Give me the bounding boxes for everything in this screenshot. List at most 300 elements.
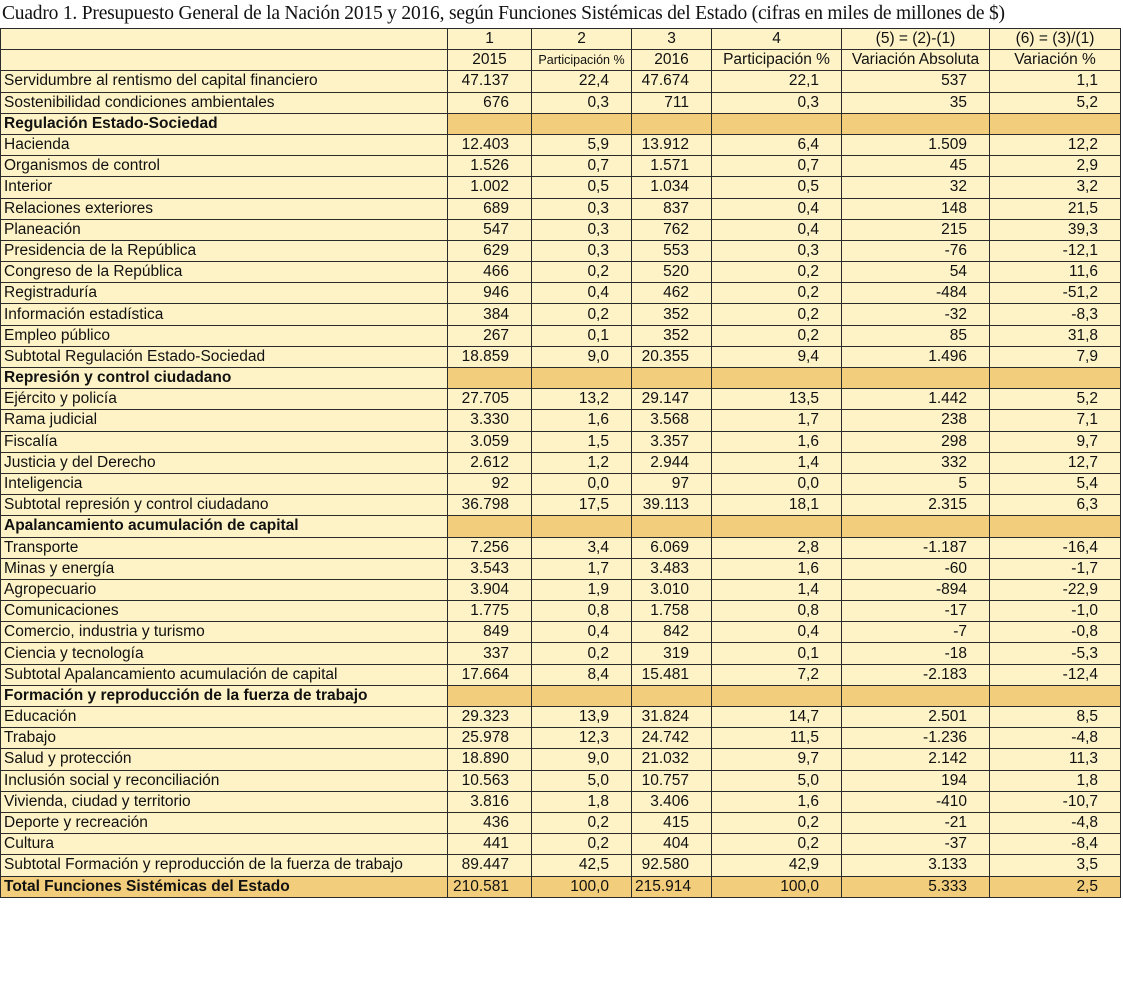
cell-label: Fiscalía — [1, 431, 448, 452]
cell-percent-change: -1,0 — [990, 601, 1121, 622]
cell-label: Minas y energía — [1, 558, 448, 579]
section-filler-cell — [448, 113, 532, 134]
cell-share-2016: 1,6 — [712, 431, 842, 452]
cell-share-2016: 0,0 — [712, 473, 842, 494]
cell-value-2015: 547 — [448, 219, 532, 240]
cell-value-2016: 24.742 — [632, 728, 712, 749]
cell-percent-change: 9,7 — [990, 431, 1121, 452]
cell-absolute-change: -894 — [842, 579, 990, 600]
cell-value-2015: 337 — [448, 643, 532, 664]
cell-label: Subtotal Regulación Estado-Sociedad — [1, 346, 448, 367]
section-title: Represión y control ciudadano — [1, 368, 448, 389]
cell-share-2015: 12,3 — [532, 728, 632, 749]
cell-value-2015: 18.890 — [448, 749, 532, 770]
cell-share-2016: 18,1 — [712, 495, 842, 516]
cell-share-2016: 11,5 — [712, 728, 842, 749]
section-filler-cell — [990, 113, 1121, 134]
section-filler-cell — [842, 685, 990, 706]
cell-percent-change: -8,3 — [990, 304, 1121, 325]
cell-percent-change: 5,2 — [990, 389, 1121, 410]
cell-value-2015: 18.859 — [448, 346, 532, 367]
cell-value-2015: 384 — [448, 304, 532, 325]
table-row — [1, 558, 1121, 579]
cell-percent-change: 6,3 — [990, 495, 1121, 516]
section-row — [1, 685, 1121, 706]
cell-absolute-change: 215 — [842, 219, 990, 240]
cell-share-2016: 0,2 — [712, 325, 842, 346]
cell-value-2016: 97 — [632, 473, 712, 494]
header-cell-share-2015: Participación % — [532, 50, 632, 71]
cell-percent-change: 5,4 — [990, 473, 1121, 494]
cell-label: Ciencia y tecnología — [1, 643, 448, 664]
cell-share-2015: 1,7 — [532, 558, 632, 579]
cell-value-2015: 946 — [448, 283, 532, 304]
section-filler-cell — [842, 516, 990, 537]
cell-value-2016: 3.568 — [632, 410, 712, 431]
table-caption: Cuadro 1. Presupuesto General de la Nación 2015 y 2016, según Funciones Sistémicas del Estado (cifras en miles de millones de $) — [2, 3, 1005, 24]
cell-share-2015: 42,5 — [532, 855, 632, 876]
section-title: Regulación Estado-Sociedad — [1, 113, 448, 134]
cell-value-2016: 352 — [632, 304, 712, 325]
cell-share-2015: 0,4 — [532, 622, 632, 643]
cell-value-2015: 2.612 — [448, 452, 532, 473]
cell-share-2015: 0,8 — [532, 601, 632, 622]
cell-value-2016: 762 — [632, 219, 712, 240]
cell-share-2016: 0,4 — [712, 198, 842, 219]
cell-share-2015: 1,6 — [532, 410, 632, 431]
cell-label: Deporte y recreación — [1, 812, 448, 833]
cell-share-2016: 0,3 — [712, 240, 842, 261]
cell-absolute-change: 2.142 — [842, 749, 990, 770]
cell-value-2015: 629 — [448, 240, 532, 261]
cell-value-2015: 676 — [448, 92, 532, 113]
header-cell-value-2016: 2016 — [632, 50, 712, 71]
cell-percent-change: -12,1 — [990, 240, 1121, 261]
cell-share-2016: 0,2 — [712, 283, 842, 304]
cell-share-2015: 0,3 — [532, 198, 632, 219]
header-cell-label — [1, 50, 448, 71]
cell-absolute-change: -484 — [842, 283, 990, 304]
cell-value-2016: 1.034 — [632, 177, 712, 198]
header-cell-absolute-change: (5) = (2)-(1) — [842, 29, 990, 50]
cell-share-2016: 0,2 — [712, 812, 842, 833]
cell-value-2015: 10.563 — [448, 770, 532, 791]
cell-percent-change: -1,7 — [990, 558, 1121, 579]
cell-value-2016: 462 — [632, 283, 712, 304]
cell-value-2015: 29.323 — [448, 707, 532, 728]
cell-share-2015: 9,0 — [532, 346, 632, 367]
cell-percent-change: 5,2 — [990, 92, 1121, 113]
cell-absolute-change: -1.236 — [842, 728, 990, 749]
cell-value-2016: 415 — [632, 812, 712, 833]
table-row — [1, 622, 1121, 643]
cell-value-2015: 3.816 — [448, 791, 532, 812]
cell-absolute-change: -32 — [842, 304, 990, 325]
table-row — [1, 643, 1121, 664]
section-filler-cell — [448, 516, 532, 537]
cell-value-2015: 210.581 — [448, 876, 532, 897]
cell-absolute-change: 45 — [842, 156, 990, 177]
cell-label: Relaciones exteriores — [1, 198, 448, 219]
cell-value-2015: 47.137 — [448, 71, 532, 92]
cell-value-2016: 711 — [632, 92, 712, 113]
cell-value-2015: 689 — [448, 198, 532, 219]
cell-value-2016: 404 — [632, 834, 712, 855]
cell-share-2016: 1,7 — [712, 410, 842, 431]
section-filler-cell — [990, 368, 1121, 389]
header-row2 — [1, 50, 1121, 71]
table-row — [1, 156, 1121, 177]
cell-percent-change: 2,9 — [990, 156, 1121, 177]
cell-percent-change: 1,1 — [990, 71, 1121, 92]
cell-absolute-change: 1.509 — [842, 134, 990, 155]
cell-absolute-change: 5.333 — [842, 876, 990, 897]
header-cell-percent-change: Variación % — [990, 50, 1121, 71]
cell-label: Inteligencia — [1, 473, 448, 494]
cell-share-2015: 9,0 — [532, 749, 632, 770]
table-row — [1, 325, 1121, 346]
cell-share-2016: 13,5 — [712, 389, 842, 410]
cell-percent-change: -22,9 — [990, 579, 1121, 600]
cell-label: Registraduría — [1, 283, 448, 304]
table-row — [1, 389, 1121, 410]
cell-label: Hacienda — [1, 134, 448, 155]
cell-value-2016: 3.010 — [632, 579, 712, 600]
cell-share-2016: 9,7 — [712, 749, 842, 770]
cell-label: Subtotal Formación y reproducción de la fuerza de trabajo — [1, 855, 448, 876]
cell-value-2015: 89.447 — [448, 855, 532, 876]
cell-label: Trabajo — [1, 728, 448, 749]
cell-value-2016: 3.483 — [632, 558, 712, 579]
cell-share-2015: 1,5 — [532, 431, 632, 452]
cell-percent-change: -8,4 — [990, 834, 1121, 855]
cell-percent-change: 12,7 — [990, 452, 1121, 473]
budget-table — [0, 28, 1121, 898]
table-row — [1, 812, 1121, 833]
cell-share-2015: 0,2 — [532, 812, 632, 833]
cell-label: Congreso de la República — [1, 262, 448, 283]
section-filler-cell — [532, 113, 632, 134]
cell-share-2016: 22,1 — [712, 71, 842, 92]
cell-percent-change: 11,6 — [990, 262, 1121, 283]
cell-share-2016: 0,2 — [712, 262, 842, 283]
cell-share-2015: 0,7 — [532, 156, 632, 177]
section-filler-cell — [532, 368, 632, 389]
cell-value-2015: 17.664 — [448, 664, 532, 685]
cell-label: Agropecuario — [1, 579, 448, 600]
cell-share-2016: 9,4 — [712, 346, 842, 367]
section-title: Apalancamiento acumulación de capital — [1, 516, 448, 537]
cell-value-2016: 3.406 — [632, 791, 712, 812]
cell-value-2015: 36.798 — [448, 495, 532, 516]
cell-value-2015: 436 — [448, 812, 532, 833]
table-row — [1, 707, 1121, 728]
cell-label: Subtotal represión y control ciudadano — [1, 495, 448, 516]
table-row — [1, 431, 1121, 452]
cell-share-2015: 13,9 — [532, 707, 632, 728]
cell-value-2016: 215.914 — [632, 876, 712, 897]
cell-percent-change: 31,8 — [990, 325, 1121, 346]
cell-share-2015: 1,2 — [532, 452, 632, 473]
section-row — [1, 368, 1121, 389]
cell-percent-change: -0,8 — [990, 622, 1121, 643]
cell-share-2016: 0,4 — [712, 219, 842, 240]
cell-share-2015: 0,2 — [532, 304, 632, 325]
cell-value-2016: 29.147 — [632, 389, 712, 410]
cell-value-2015: 3.904 — [448, 579, 532, 600]
cell-value-2016: 39.113 — [632, 495, 712, 516]
cell-label: Justicia y del Derecho — [1, 452, 448, 473]
cell-absolute-change: -60 — [842, 558, 990, 579]
cell-share-2016: 1,4 — [712, 579, 842, 600]
section-title: Formación y reproducción de la fuerza de trabajo — [1, 685, 448, 706]
cell-value-2016: 1.571 — [632, 156, 712, 177]
table-row — [1, 664, 1121, 685]
cell-absolute-change: 1.442 — [842, 389, 990, 410]
table-row — [1, 770, 1121, 791]
cell-percent-change: -5,3 — [990, 643, 1121, 664]
cell-absolute-change: 238 — [842, 410, 990, 431]
cell-value-2016: 1.758 — [632, 601, 712, 622]
header-cell-value-2015: 2015 — [448, 50, 532, 71]
cell-value-2015: 3.330 — [448, 410, 532, 431]
section-filler-cell — [712, 368, 842, 389]
cell-absolute-change: 148 — [842, 198, 990, 219]
cell-label: Planeación — [1, 219, 448, 240]
section-row — [1, 113, 1121, 134]
cell-share-2015: 0,4 — [532, 283, 632, 304]
cell-absolute-change: -21 — [842, 812, 990, 833]
table-row — [1, 92, 1121, 113]
cell-absolute-change: -2.183 — [842, 664, 990, 685]
cell-share-2015: 5,0 — [532, 770, 632, 791]
table-row — [1, 346, 1121, 367]
table-row — [1, 262, 1121, 283]
cell-share-2016: 5,0 — [712, 770, 842, 791]
cell-label: Presidencia de la República — [1, 240, 448, 261]
cell-absolute-change: 332 — [842, 452, 990, 473]
cell-value-2016: 15.481 — [632, 664, 712, 685]
cell-absolute-change: -410 — [842, 791, 990, 812]
total-row — [1, 876, 1121, 897]
cell-share-2016: 0,7 — [712, 156, 842, 177]
cell-value-2016: 21.032 — [632, 749, 712, 770]
cell-share-2015: 100,0 — [532, 876, 632, 897]
header-cell-share-2015: 2 — [532, 29, 632, 50]
table-row — [1, 791, 1121, 812]
cell-value-2016: 47.674 — [632, 71, 712, 92]
cell-value-2016: 842 — [632, 622, 712, 643]
cell-value-2015: 25.978 — [448, 728, 532, 749]
section-filler-cell — [448, 685, 532, 706]
cell-label: Educación — [1, 707, 448, 728]
cell-share-2015: 0,2 — [532, 834, 632, 855]
cell-value-2016: 13.912 — [632, 134, 712, 155]
cell-share-2015: 1,8 — [532, 791, 632, 812]
cell-absolute-change: 1.496 — [842, 346, 990, 367]
cell-absolute-change: -17 — [842, 601, 990, 622]
cell-percent-change: 21,5 — [990, 198, 1121, 219]
cell-absolute-change: 54 — [842, 262, 990, 283]
cell-share-2015: 0,0 — [532, 473, 632, 494]
cell-value-2016: 92.580 — [632, 855, 712, 876]
cell-share-2015: 0,3 — [532, 92, 632, 113]
cell-label: Salud y protección — [1, 749, 448, 770]
cell-absolute-change: -7 — [842, 622, 990, 643]
cell-value-2015: 7.256 — [448, 537, 532, 558]
cell-percent-change: -10,7 — [990, 791, 1121, 812]
header-cell-value-2015: 1 — [448, 29, 532, 50]
table-row — [1, 473, 1121, 494]
cell-share-2016: 0,2 — [712, 834, 842, 855]
table-row — [1, 834, 1121, 855]
cell-absolute-change: -76 — [842, 240, 990, 261]
table-row — [1, 71, 1121, 92]
section-filler-cell — [632, 368, 712, 389]
cell-absolute-change: 85 — [842, 325, 990, 346]
cell-share-2016: 0,4 — [712, 622, 842, 643]
cell-label: Información estadística — [1, 304, 448, 325]
cell-value-2016: 553 — [632, 240, 712, 261]
cell-value-2016: 319 — [632, 643, 712, 664]
cell-value-2015: 849 — [448, 622, 532, 643]
table-row — [1, 749, 1121, 770]
cell-percent-change: -51,2 — [990, 283, 1121, 304]
table-row — [1, 537, 1121, 558]
cell-label: Total Funciones Sistémicas del Estado — [1, 876, 448, 897]
table-row — [1, 177, 1121, 198]
section-filler-cell — [842, 368, 990, 389]
cell-share-2016: 2,8 — [712, 537, 842, 558]
section-filler-cell — [632, 685, 712, 706]
cell-value-2015: 12.403 — [448, 134, 532, 155]
header-row1 — [1, 29, 1121, 50]
cell-share-2016: 1,6 — [712, 791, 842, 812]
cell-percent-change: 8,5 — [990, 707, 1121, 728]
cell-absolute-change: -18 — [842, 643, 990, 664]
cell-share-2016: 6,4 — [712, 134, 842, 155]
cell-value-2015: 441 — [448, 834, 532, 855]
table-row — [1, 728, 1121, 749]
cell-share-2015: 3,4 — [532, 537, 632, 558]
cell-percent-change: 11,3 — [990, 749, 1121, 770]
cell-percent-change: 39,3 — [990, 219, 1121, 240]
cell-share-2015: 22,4 — [532, 71, 632, 92]
section-filler-cell — [712, 685, 842, 706]
section-filler-cell — [842, 113, 990, 134]
cell-percent-change: -4,8 — [990, 812, 1121, 833]
cell-label: Comercio, industria y turismo — [1, 622, 448, 643]
cell-absolute-change: 2.315 — [842, 495, 990, 516]
cell-percent-change: -4,8 — [990, 728, 1121, 749]
table-row — [1, 283, 1121, 304]
cell-value-2016: 2.944 — [632, 452, 712, 473]
cell-absolute-change: 3.133 — [842, 855, 990, 876]
section-filler-cell — [632, 113, 712, 134]
cell-label: Sostenibilidad condiciones ambientales — [1, 92, 448, 113]
section-row — [1, 516, 1121, 537]
cell-absolute-change: -1.187 — [842, 537, 990, 558]
cell-absolute-change: 194 — [842, 770, 990, 791]
cell-value-2016: 20.355 — [632, 346, 712, 367]
cell-value-2016: 352 — [632, 325, 712, 346]
table-row — [1, 601, 1121, 622]
cell-label: Ejército y policía — [1, 389, 448, 410]
cell-label: Interior — [1, 177, 448, 198]
header-cell-absolute-change: Variación Absoluta — [842, 50, 990, 71]
cell-share-2016: 0,5 — [712, 177, 842, 198]
cell-value-2015: 3.543 — [448, 558, 532, 579]
cell-value-2015: 3.059 — [448, 431, 532, 452]
cell-share-2016: 1,6 — [712, 558, 842, 579]
cell-label: Cultura — [1, 834, 448, 855]
table-row — [1, 198, 1121, 219]
cell-share-2016: 7,2 — [712, 664, 842, 685]
cell-share-2016: 0,8 — [712, 601, 842, 622]
cell-share-2016: 14,7 — [712, 707, 842, 728]
cell-absolute-change: -37 — [842, 834, 990, 855]
cell-label: Organismos de control — [1, 156, 448, 177]
section-filler-cell — [712, 113, 842, 134]
table-row — [1, 410, 1121, 431]
header-cell-value-2016: 3 — [632, 29, 712, 50]
table-row — [1, 304, 1121, 325]
cell-value-2015: 92 — [448, 473, 532, 494]
cell-share-2015: 5,9 — [532, 134, 632, 155]
cell-share-2015: 17,5 — [532, 495, 632, 516]
cell-label: Vivienda, ciudad y territorio — [1, 791, 448, 812]
cell-value-2015: 1.775 — [448, 601, 532, 622]
cell-value-2015: 27.705 — [448, 389, 532, 410]
cell-percent-change: 3,2 — [990, 177, 1121, 198]
cell-share-2016: 0,2 — [712, 304, 842, 325]
section-filler-cell — [712, 516, 842, 537]
cell-share-2015: 13,2 — [532, 389, 632, 410]
section-filler-cell — [632, 516, 712, 537]
cell-share-2016: 0,3 — [712, 92, 842, 113]
cell-value-2016: 3.357 — [632, 431, 712, 452]
cell-value-2015: 1.002 — [448, 177, 532, 198]
header-cell-share-2016: Participación % — [712, 50, 842, 71]
table-row — [1, 452, 1121, 473]
cell-value-2015: 1.526 — [448, 156, 532, 177]
cell-share-2015: 0,2 — [532, 643, 632, 664]
cell-label: Inclusión social y reconciliación — [1, 770, 448, 791]
section-filler-cell — [990, 516, 1121, 537]
cell-absolute-change: 5 — [842, 473, 990, 494]
header-cell-label — [1, 29, 448, 50]
cell-value-2016: 520 — [632, 262, 712, 283]
cell-value-2015: 466 — [448, 262, 532, 283]
cell-percent-change: 3,5 — [990, 855, 1121, 876]
table-row — [1, 240, 1121, 261]
cell-value-2015: 267 — [448, 325, 532, 346]
header-cell-percent-change: (6) = (3)/(1) — [990, 29, 1121, 50]
table-row — [1, 134, 1121, 155]
cell-value-2016: 837 — [632, 198, 712, 219]
cell-share-2015: 0,5 — [532, 177, 632, 198]
section-filler-cell — [990, 685, 1121, 706]
table-row — [1, 495, 1121, 516]
cell-label: Transporte — [1, 537, 448, 558]
cell-share-2015: 0,3 — [532, 240, 632, 261]
table-row — [1, 219, 1121, 240]
cell-share-2015: 0,1 — [532, 325, 632, 346]
cell-share-2016: 100,0 — [712, 876, 842, 897]
table-row — [1, 855, 1121, 876]
header-cell-share-2016: 4 — [712, 29, 842, 50]
table-row — [1, 579, 1121, 600]
